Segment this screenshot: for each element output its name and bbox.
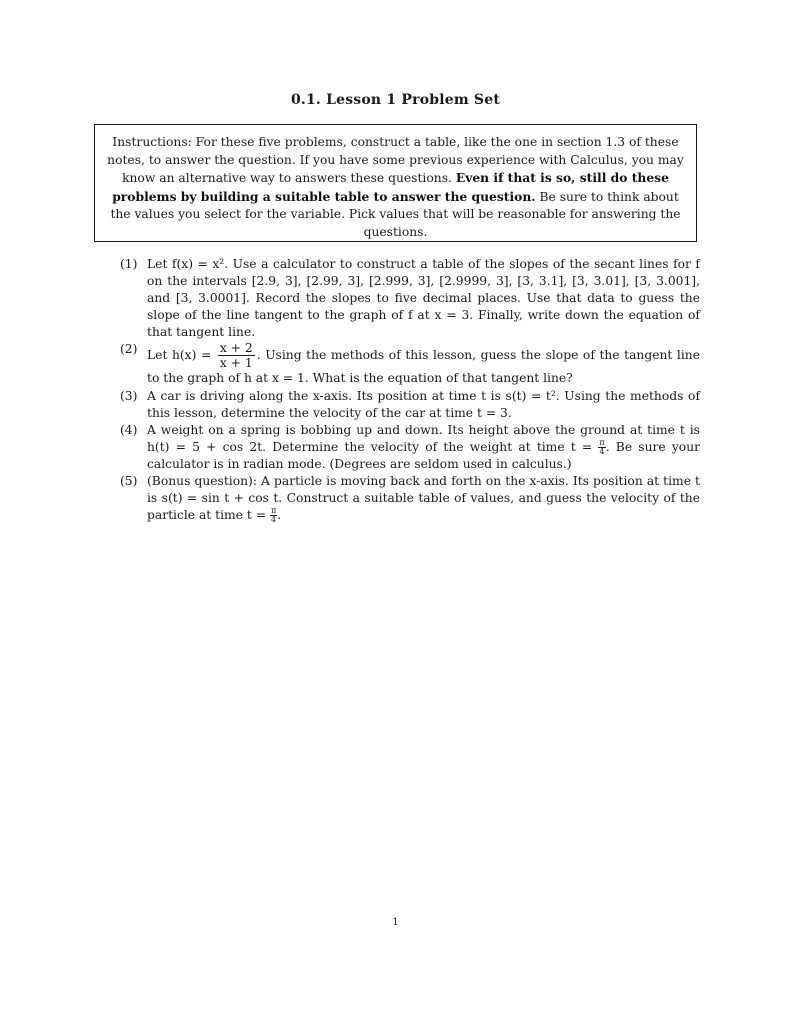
- instructions-box: [94, 124, 697, 242]
- problem-text: (Bonus question): A particle is moving back and forth on the x-axis. Its position at time t is s(t) = sin t + cos t. Construct a suitable table of values, and guess the velocity of the particle at time t =: [147, 474, 700, 523]
- problem-text-end: . Be sure your calculator is in radian mode. (Degrees are seldom used in calculus.): [147, 439, 700, 471]
- problem-number: (4): [120, 422, 138, 437]
- problem-text-end: . Using the methods of this lesson, guess the slope of the tangent line to the graph of h at x = 1. What is the equation of that tangent line?: [147, 348, 700, 386]
- fraction: [598, 439, 605, 456]
- problem-text-end: .: [277, 508, 282, 523]
- fraction-numerator: x + 2: [219, 341, 253, 356]
- problem-text: Let f(x) = x². Use a calculator to construct a table of the slopes of the secant lines for f on the intervals [2.9, 3], [2.99, 3], [2.999, 3], [2.9999, 3], [3, 3.1], [3, 3.01], [3, 3.001], and [3, 3.0001]. Record the slopes to five decimal places. Use that data to guess the slope of the line tangent to the graph of f at x = 3. Finally, write down the equation of that tangent line.: [147, 257, 700, 340]
- problem-text: A weight on a spring is bobbing up and down. Its height above the ground at time t is h(t) = 5 + cos 2t. Determine the velocity of the weight at time t =: [147, 422, 700, 454]
- problem-3: [120, 388, 700, 422]
- fraction-denominator: 4: [599, 446, 605, 456]
- fraction: [218, 341, 255, 370]
- problem-list: [120, 256, 700, 524]
- fraction-denominator: x + 1: [219, 356, 253, 371]
- instructions-text-end: Be sure to think about the values you select for the variable. Pick values that will be reasonable for answering the questions.: [110, 189, 681, 239]
- instructions-text: Instructions: For these five problems, construct a table, like the one in section 1.3 of these notes, to answer the question. If you have some previous experience with Calculus, you may know an alternative way to answers these questions.: [107, 135, 684, 186]
- problem-number: (2): [120, 342, 138, 357]
- problem-number: (1): [120, 257, 138, 271]
- fraction-numerator: π: [599, 437, 605, 447]
- problem-text: A car is driving along the x-axis. Its position at time t is s(t) = t². Using the methods of this lesson, determine the velocity of the car at time t = 3.: [147, 388, 700, 420]
- problem-text: Let h(x) =: [147, 348, 216, 363]
- fraction-denominator: 4: [271, 515, 277, 525]
- problem-2: [120, 341, 700, 387]
- instructions-bold-text: Even if that is so, still do these problems by building a suitable table to answer the question.: [112, 170, 669, 204]
- problem-number: (3): [120, 388, 138, 403]
- problem-1: [120, 256, 700, 341]
- problem-number: (5): [120, 474, 138, 489]
- fraction-numerator: π: [270, 506, 277, 516]
- section-title: 0.1. Lesson 1 Problem Set: [290, 92, 501, 108]
- problem-4: [120, 422, 700, 473]
- problem-5: [120, 473, 700, 524]
- page-number: 1: [392, 917, 399, 928]
